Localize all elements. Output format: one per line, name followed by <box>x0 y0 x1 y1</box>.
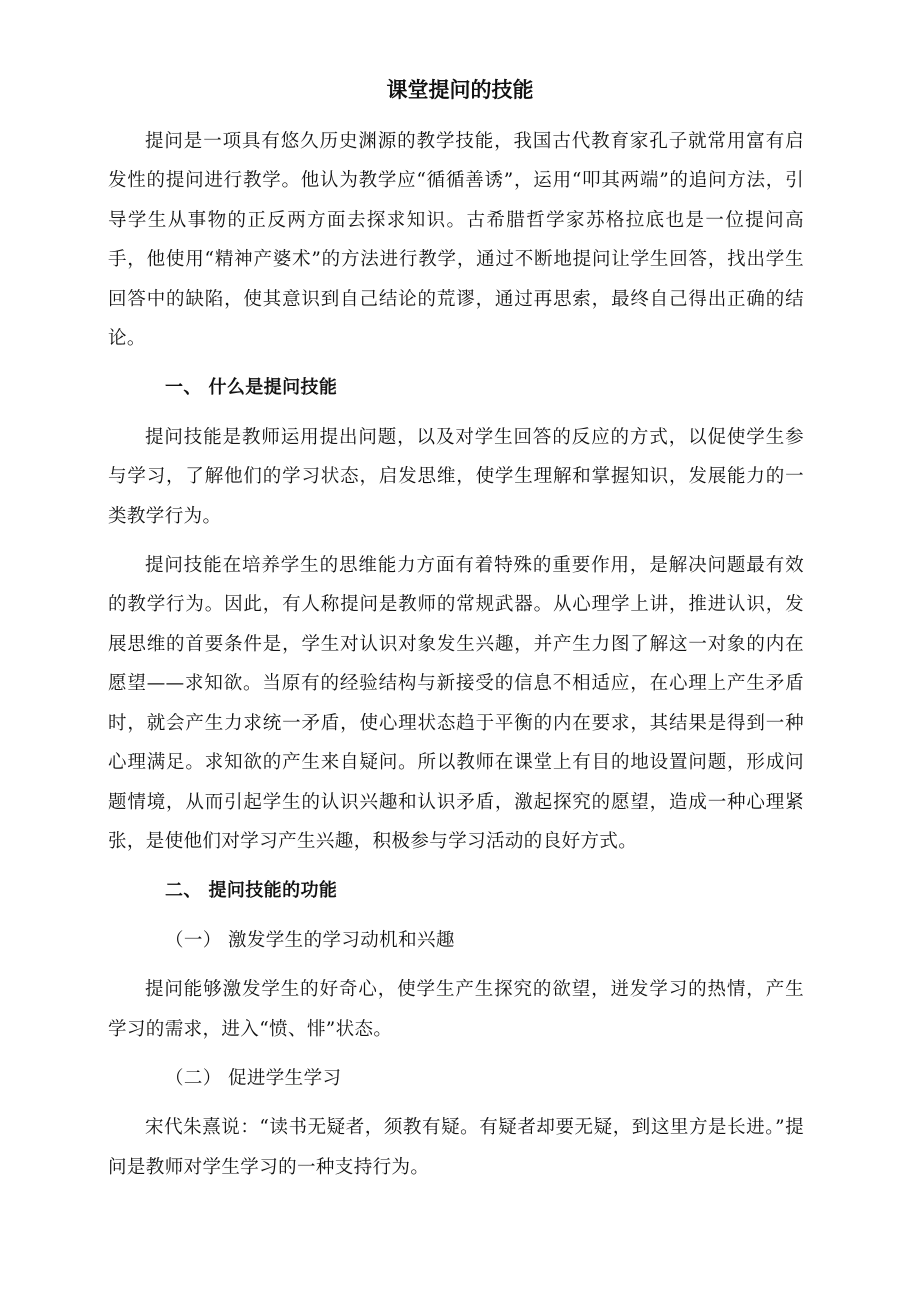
section-1-heading: 一、 什么是提问技能 <box>165 377 338 399</box>
document-body <box>108 122 804 1187</box>
intro-paragraph: 提问是一项具有悠久历史渊源的教学技能，我国古代教育家孔子就常用富有启发性的提问进行教学。他认为教学应“循循善诱”，运用“叩其两端”的追问方法，引导学生从事物的正反两方面去探求知识。古希腊哲学家苏格拉底也是一位提问高手，他使用“精神产婆术”的方法进行教学，通过不断地提问让学生回答，找出学生回答中的缺陷，使其意识到自己结论的荒谬，通过再思索，最终自己得出正确的结论。 <box>108 131 804 350</box>
subsection-2-heading: （二） 促进学生学习 <box>165 1067 342 1089</box>
subsection-1-paragraph: 提问能够激发学生的好奇心，使学生产生探究的欲望，迸发学习的热情，产生学习的需求，进入“愤、悱”状态。 <box>108 979 804 1040</box>
subsection-1-heading: （一） 激发学生的学习动机和兴趣 <box>165 929 455 951</box>
document-title: 课堂提问的技能 <box>386 78 534 102</box>
section-1-paragraph-2: 提问技能在培养学生的思维能力方面有着特殊的重要作用，是解决问题最有效的教学行为。因此，有人称提问是教师的常规武器。从心理学上讲，推进认识，发展思维的首要条件是，学生对认识对象发生兴趣，并产生力图了解这一对象的内在愿望——求知欲。当原有的经验结构与新接受的信息不相适应，在心理上产生矛盾时，就会产生力求统一矛盾，使心理状态趋于平衡的内在要求，其结果是得到一种心理满足。求知欲的产生来自疑问。所以教师在课堂上有目的地设置问题，形成问题情境，从而引起学生的认识兴趣和认识矛盾，激起探究的愿望，造成一种心理紧张，是使他们对学习产生兴趣，积极参与学习活动的良好方式。 <box>108 555 804 852</box>
section-2-heading: 二、 提问技能的功能 <box>165 880 338 902</box>
subsection-2-paragraph: 宋代朱熹说：“读书无疑者，须教有疑。有疑者却要无疑，到这里方是长进。”提问是教师对学生学习的一种支持行为。 <box>108 1117 804 1178</box>
section-1-paragraph-1: 提问技能是教师运用提出问题，以及对学生回答的反应的方式，以促使学生参与学习，了解他们的学习状态，启发思维，使学生理解和掌握知识，发展能力的一类教学行为。 <box>108 426 804 527</box>
